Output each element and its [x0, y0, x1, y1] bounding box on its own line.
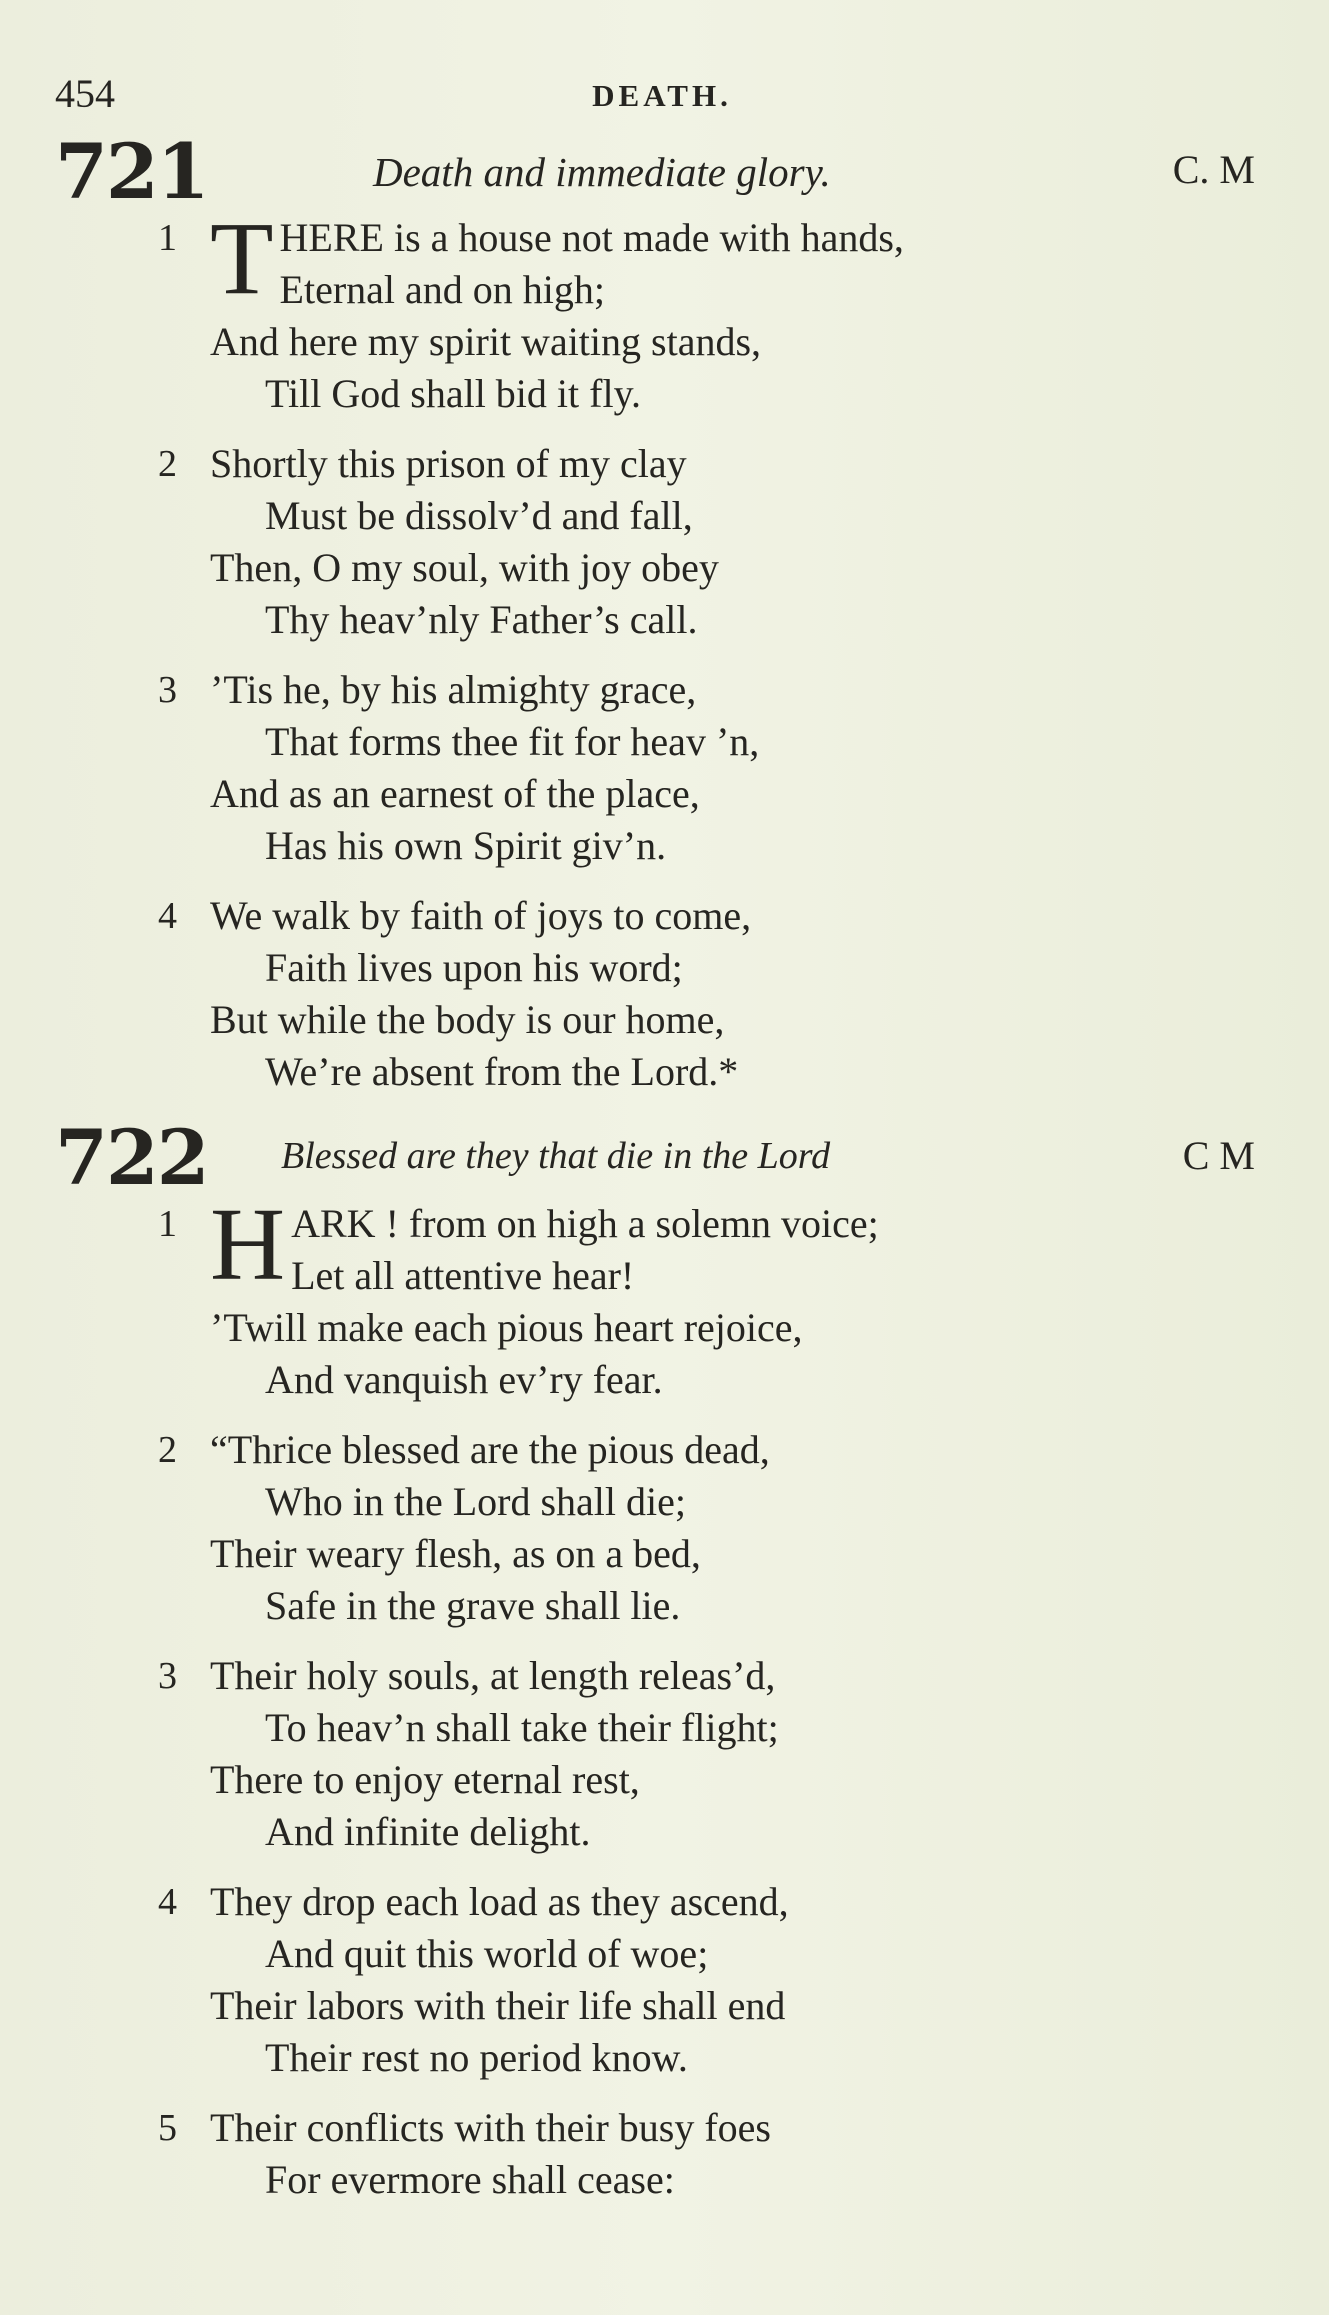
verse-2 — [55, 438, 1255, 646]
verse-line: ’Twill make each pious heart rejoice, — [210, 1305, 803, 1350]
verse-line: To heav’n shall take their flight; — [265, 1705, 779, 1750]
verse-number: 1 — [158, 1203, 177, 1245]
hymn-header — [55, 1113, 1255, 1202]
hymn-number: 722 — [55, 1113, 208, 1202]
verse-line: But while the body is our home, — [210, 997, 725, 1042]
verse-1 — [55, 1187, 1255, 1406]
verse-line: Thy heav’nly Father’s call. — [265, 597, 698, 642]
verse-line: Their rest no period know. — [265, 2035, 688, 2080]
verse-4 — [55, 1876, 1255, 2084]
verse-1 — [55, 201, 1255, 420]
verse-4 — [55, 890, 1255, 1098]
verse-line: Let all attentive hear! — [291, 1253, 635, 1298]
hymn-721 — [55, 127, 1255, 1116]
verse-line: We’re absent from the Lord.* — [265, 1049, 739, 1094]
verse-number: 1 — [158, 217, 177, 259]
verse-line: Their holy souls, at length releas’d, — [210, 1653, 776, 1698]
hymn-header — [55, 127, 1255, 216]
verse-line: HERE is a house not made with hands, — [279, 215, 904, 260]
verse-number: 4 — [158, 1881, 177, 1923]
verse-2 — [55, 1424, 1255, 1632]
verse-line: Their conflicts with their busy foes — [210, 2105, 771, 2150]
verse-line: For evermore shall cease: — [265, 2157, 675, 2202]
verse-line: We walk by faith of joys to come, — [210, 893, 752, 938]
verse-line: Then, O my soul, with joy obey — [210, 545, 719, 590]
page-number: 454 — [55, 71, 115, 116]
verse-line: ’Tis he, by his almighty grace, — [210, 667, 697, 712]
running-head — [55, 70, 1269, 120]
hymn-heading: Blessed are they that die in the Lord — [281, 1135, 831, 1177]
verse-number: 5 — [158, 2107, 177, 2149]
verse-line: And quit this world of woe; — [265, 1931, 709, 1976]
verse-line: And infinite delight. — [265, 1809, 591, 1854]
verse-line: Their labors with their life shall end — [210, 1983, 786, 2028]
verse-line: Must be dissolv’d and fall, — [265, 493, 693, 538]
hymn-meter: C M — [1182, 1133, 1255, 1178]
verse-line: ARK ! from on high a solemn voice; — [291, 1201, 879, 1246]
verse-line: And here my spirit waiting stands, — [210, 319, 762, 364]
verse-number: 3 — [158, 669, 177, 711]
verse-3 — [55, 1650, 1255, 1858]
verse-line: Their weary flesh, as on a bed, — [210, 1531, 701, 1576]
verse-3 — [55, 664, 1255, 872]
verse-5 — [55, 2102, 1255, 2206]
verse-line: Has his own Spirit giv’n. — [265, 823, 667, 868]
verse-line: Till God shall bid it fly. — [265, 371, 641, 416]
verse-line: That forms thee fit for heav ’n, — [265, 719, 760, 764]
verse-line: Who in the Lord shall die; — [265, 1479, 687, 1524]
verse-number: 4 — [158, 895, 177, 937]
verse-line: They drop each load as they ascend, — [210, 1879, 789, 1924]
running-title: DEATH. — [592, 78, 732, 113]
drop-cap: T — [210, 201, 274, 316]
hymn-heading: Death and immediate glory. — [373, 149, 831, 195]
verse-number: 3 — [158, 1655, 177, 1697]
verse-number: 2 — [158, 443, 177, 485]
verse-line: Faith lives upon his word; — [265, 945, 683, 990]
verse-line: Safe in the grave shall lie. — [265, 1583, 681, 1628]
drop-cap: H — [210, 1187, 286, 1302]
verse-line: And vanquish ev’ry fear. — [265, 1357, 663, 1402]
verse-line: There to enjoy eternal rest, — [210, 1757, 640, 1802]
hymn-meter: C. M — [1172, 147, 1255, 192]
verse-line: Shortly this prison of my clay — [210, 441, 687, 486]
hymn-722 — [55, 1113, 1255, 2224]
verse-number: 2 — [158, 1429, 177, 1471]
verse-line: And as an earnest of the place, — [210, 771, 700, 816]
verse-line: Eternal and on high; — [279, 267, 605, 312]
hymn-number: 721 — [55, 127, 208, 216]
verse-line: “Thrice blessed are the pious dead, — [210, 1427, 770, 1472]
